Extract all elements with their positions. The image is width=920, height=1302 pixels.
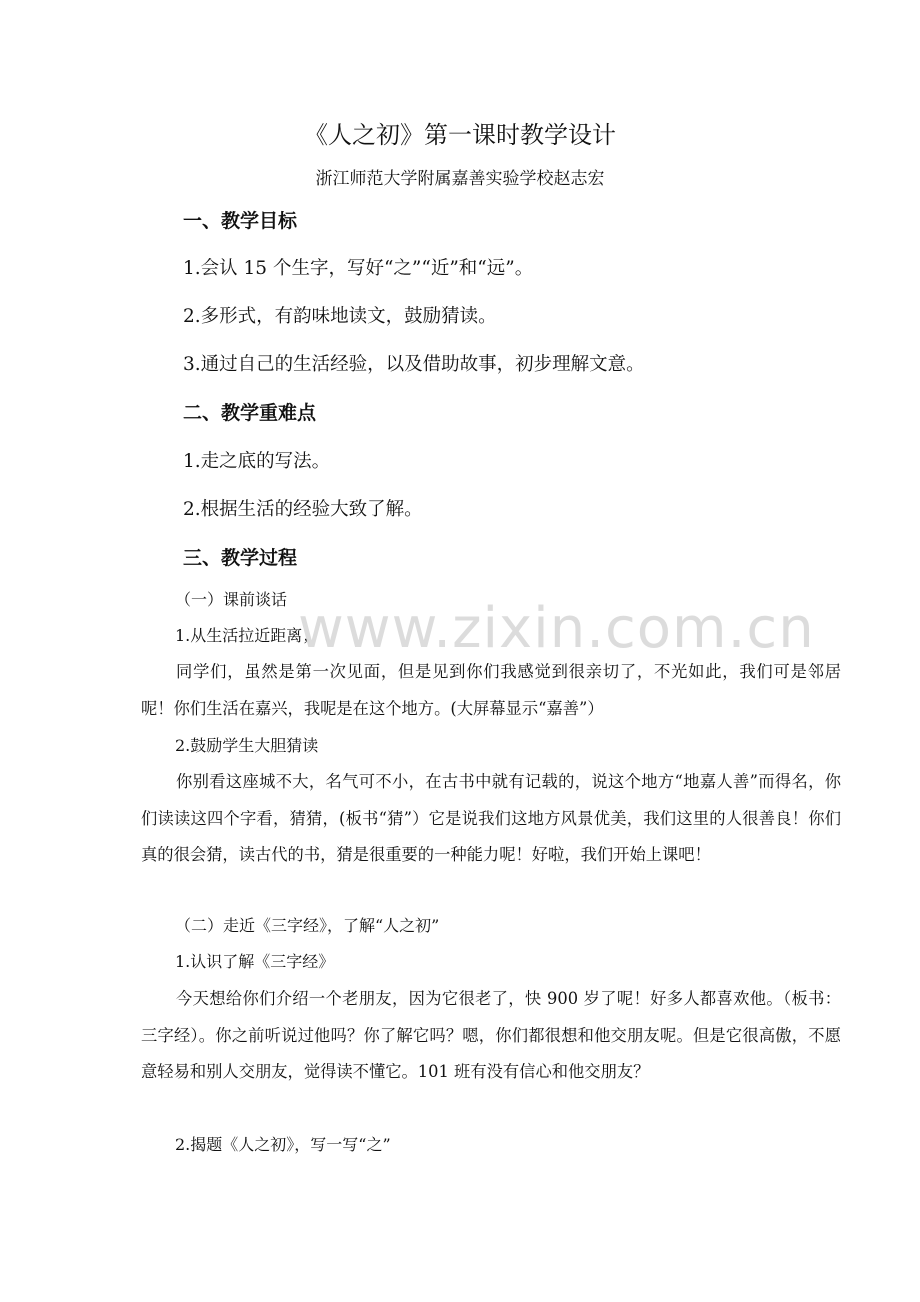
part1-title: （一）课前谈话: [175, 590, 288, 609]
goal-item-3: 3.通过自己的生活经验，以及借助故事，初步理解文意。: [183, 354, 645, 375]
section-heading-goals: 一、教学目标: [183, 210, 298, 232]
part1-step2-paragraph: 你别看这座城不大，名气可不小，在古书中就有记载的，说这个地方“地嘉人善”而得名，你们读读这四个字看，猜猜，(板书“猜”）它是说我们这地方风景优美，我们这里的人很善良！你们真的很会猜，读古代的书，猜是很重要的一种能力呢！好啦，我们开始上课吧！: [141, 772, 841, 864]
key-point-item-2: 2.根据生活的经验大致了解。: [183, 499, 423, 520]
part2-title: （二）走近《三字经》，了解“人之初”: [175, 916, 440, 935]
section-heading-process: 三、教学过程: [183, 547, 298, 569]
document-title: 《人之初》第一课时教学设计: [304, 121, 616, 149]
author-line: 浙江师范大学附属嘉善实验学校赵志宏: [315, 169, 605, 189]
part2-step1-title: 1.认识了解《三字经》: [175, 952, 335, 971]
goal-item-1: 1.会认 15 个生字，写好“之”“近”和“远”。: [183, 258, 534, 279]
key-point-item-1: 1.走之底的写法。: [183, 451, 331, 472]
part1-step2-title: 2.鼓励学生大胆猜读: [175, 736, 319, 755]
part1-step1-paragraph: 同学们，虽然是第一次见面，但是见到你们我感觉到很亲切了，不光如此，我们可是邻居呢！你们生活在嘉兴，我呢是在这个地方。(大屏幕显示“嘉善”）: [141, 662, 841, 718]
watermark-text: www.zixin.com.cn: [298, 596, 815, 661]
part2-step1-paragraph: 今天想给你们介绍一个老朋友，因为它很老了，快 900 岁了呢！好多人都喜欢他。（板书：三字经）。你之前听说过他吗？你了解它吗？嗯，你们都很想和他交朋友呢。但是它很高傲，不愿意轻易和别人交朋友，觉得读不懂它。101 班有没有信心和他交朋友？: [141, 989, 841, 1081]
goal-item-2: 2.多形式，有韵味地读文，鼓励猜读。: [183, 306, 497, 327]
part1-step1-title: 1.从生活拉近距离；: [175, 626, 319, 645]
section-heading-key-points: 二、教学重难点: [183, 402, 317, 424]
part2-step2-title: 2.揭题《人之初》，写一写“之”: [175, 1135, 391, 1154]
